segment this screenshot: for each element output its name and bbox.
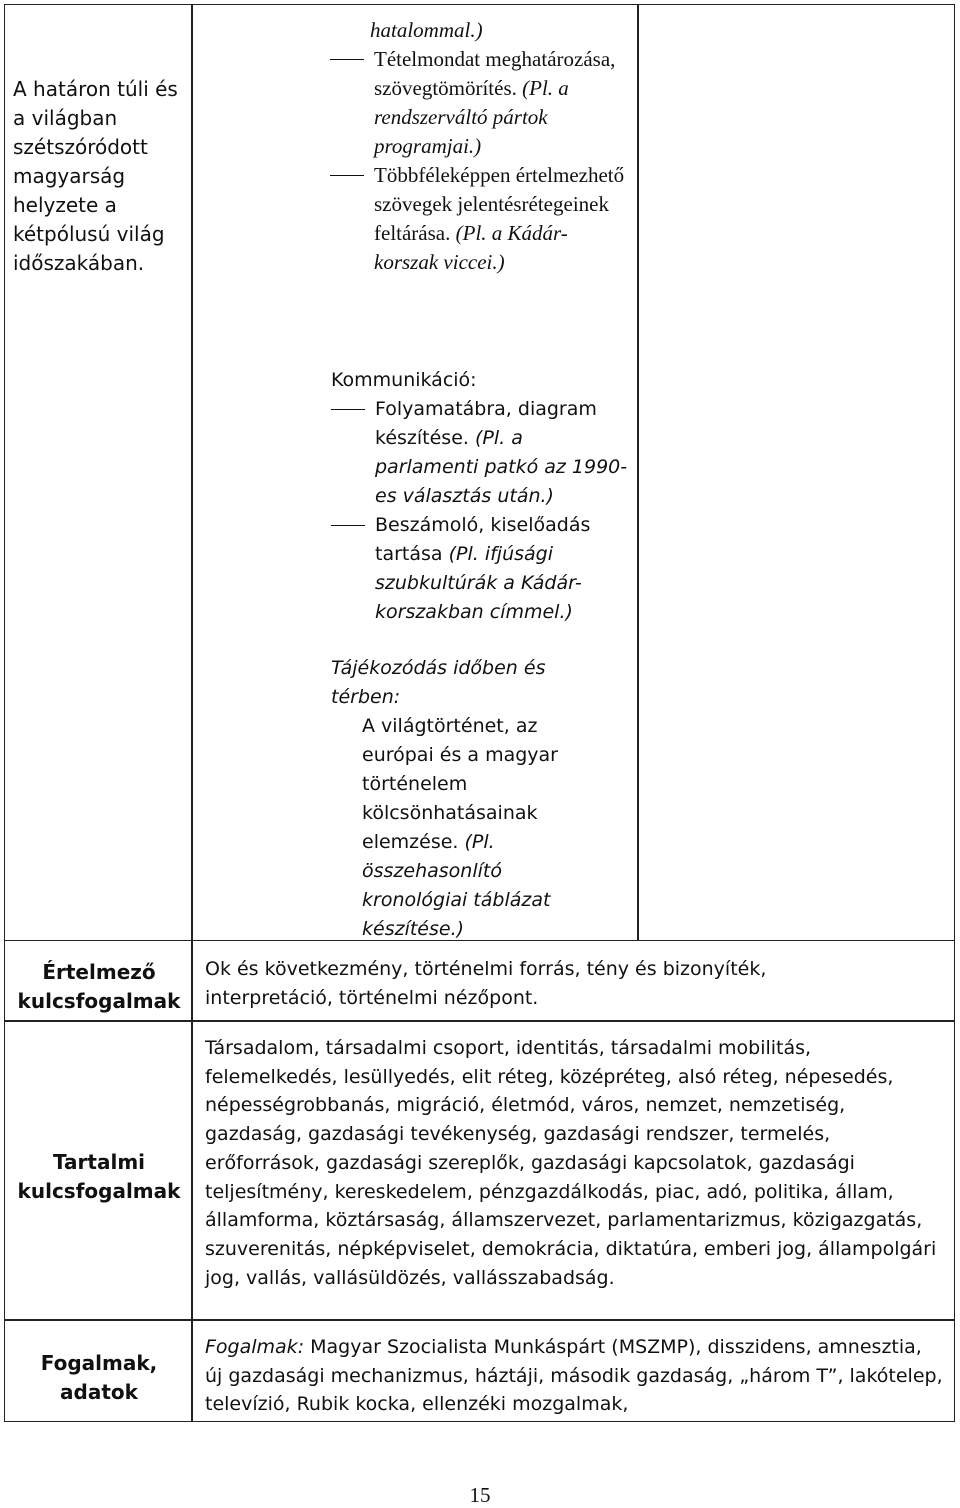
bullet-example: (Pl. a rendszerváltó pártok programjai.) xyxy=(374,76,569,158)
bullet-item xyxy=(331,395,631,511)
tajekozodas-text: A világtörténet, az európai és a magyar történelem kölcsönhatásainak elemzése. xyxy=(362,715,558,853)
kommunikacio-heading: Kommunikáció: xyxy=(331,369,477,391)
tartalmi-text: Társadalom, társadalmi csoport, identitás, társadalmi mobilitás, felemelkedés, lesüllyedés, elit réteg, középréteg, alsó réteg, népesedés, népességrobbanás, migráció, életmód, város, nemzet, nemzetiség, gazdaság, gazdasági tevékenység, gazdasági rendszer, termelés, erőforrások, gazdasági szereplők, gazdasági kapcsolatok, gazdasági teljesítmény, kereskedelem, pénzgazdálkodás, piac, adó, politika, állam, államforma, köztársaság, államszervezet, parlamentarizmus, közigazgatás, szuverenitás, népképviselet, demokrácia, diktatúra, emberi jog, állampolgári jog, vallás, vallásüldözés, vallásszabadság. xyxy=(205,1037,937,1289)
topic-title: A határon túli és a világban szétszóródott magyarság helyzete a kétpólusú világ időszakában. xyxy=(13,77,178,275)
fogalmak-list: Magyar Szocialista Munkáspárt (MSZMP), disszidens, amnesztia, új gazdasági mechanizmus, háztáji, második gazdaság, „három T”, lakótelep, televízió, Rubik kocka, ellenzéki mozgalmak, xyxy=(205,1336,943,1416)
fogalmak-text xyxy=(205,1333,945,1419)
bullet-main: Folyamatábra, diagram készítése. xyxy=(375,398,597,449)
bullet-item xyxy=(330,161,630,277)
skills-block-3 xyxy=(331,654,631,944)
top-right-cell xyxy=(637,4,955,941)
page-number: 15 xyxy=(469,1483,491,1507)
bullet-item xyxy=(330,45,630,161)
tajekozodas-heading: Tájékozódás időben és térben: xyxy=(331,657,546,708)
tajekozodas-example: (Pl. összehasonlító kronológiai táblázat készítése.) xyxy=(362,831,551,940)
ertelmezo-text: Ok és következmény, történelmi forrás, tény és bizonyíték, interpretáció, történelmi nézőpont. xyxy=(205,958,767,1009)
skills-block-2 xyxy=(331,366,631,627)
bullet-example: (Pl. a parlamenti patkó az 1990-es választás után.) xyxy=(375,427,628,507)
bullet-example: (Pl. a Kádár-korszak viccei.) xyxy=(374,221,568,274)
row-label-ertelmezo: Értelmező kulcsfogalmak xyxy=(17,960,181,1013)
continued-text: hatalommal.) xyxy=(370,18,483,42)
bullet-main: Többféleképpen értelmezhető szövegek jelentésrétegeinek feltárása. xyxy=(374,163,625,245)
bullet-example: (Pl. ifjúsági szubkultúrák a Kádár-korszakban címmel.) xyxy=(375,543,582,623)
row-label-fogalmak: Fogalmak, adatok xyxy=(40,1351,158,1404)
bullet-main: Beszámoló, kiselőadás tartása xyxy=(375,514,591,565)
fogalmak-prefix: Fogalmak: xyxy=(205,1336,305,1358)
bullet-item xyxy=(331,511,631,627)
skills-block-1 xyxy=(330,16,630,277)
row-label-tartalmi: Tartalmi kulcsfogalmak xyxy=(17,1150,181,1203)
bullet-main: Tételmondat meghatározása, szövegtömörítés. xyxy=(374,47,616,100)
